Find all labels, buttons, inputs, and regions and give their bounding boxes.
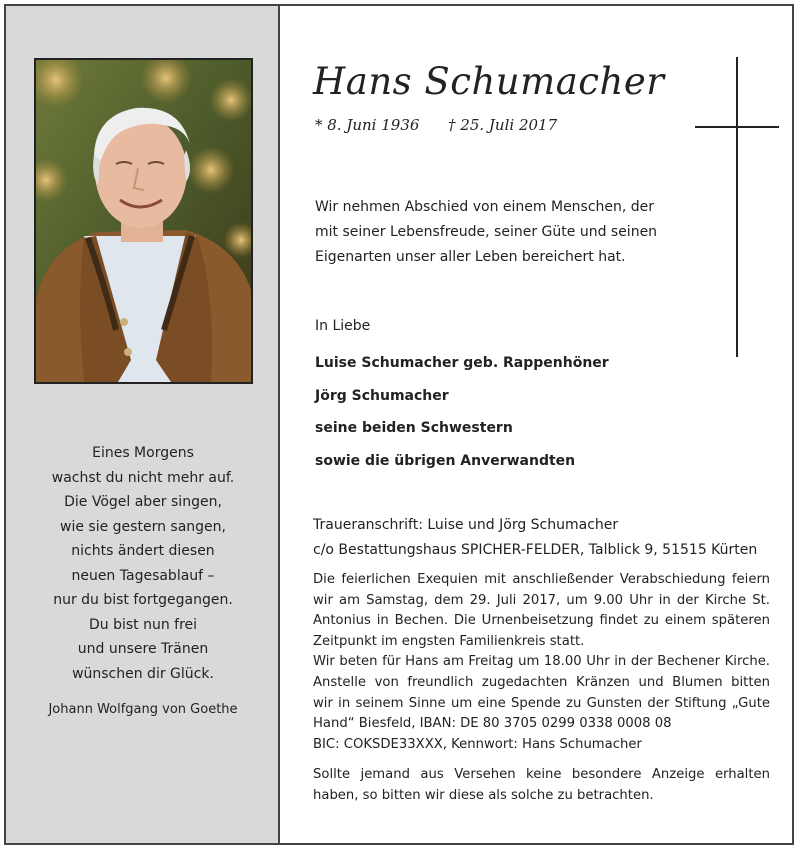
poem [6,441,280,686]
birth-date: * 8. Juni 1936 [315,116,420,134]
mourner: Jörg Schumacher [315,387,449,404]
poem-line: nichts ändert diesen [71,543,215,559]
poem-author: Johann Wolfgang von Goethe [48,702,238,717]
address-line: Traueranschrift: Luise und Jörg Schumacher [313,517,619,533]
notice-text [313,765,770,806]
farewell-line: mit seiner Lebensfreude, seiner Güte und seinen [315,224,658,240]
cross-icon-bar [695,126,779,128]
mourners-list [315,355,609,486]
deceased-name: Hans Schumacher [313,60,665,103]
address-line: c/o Bestattungshaus SPICHER-FELDER, Talblick 9, 51515 Kürten [313,542,758,558]
poem-line: Eines Morgens [92,445,194,461]
service-line: Die feierlichen Exequien mit anschließender Verabschiedung feiern [313,572,770,587]
service-line: Hand“ Biesfeld, IBAN: DE 80 3705 0299 0338 0008 08 [313,716,672,732]
poem-line: neuen Tagesablauf – [71,567,215,584]
poem-line: wachst du nicht mehr auf. [51,469,235,486]
service-line: Zeitpunkt im engsten Familienkreis statt. [313,633,585,649]
service-line: Antonius in Bechen. Die Urnenbeisetzung findet zu einem späteren [313,613,770,629]
mourning-address [313,513,757,563]
farewell-line: Eigenarten unser aller Leben bereichert hat. [315,249,626,265]
notice-line: haben, so bitten wir diese als solche zu betrachten. [313,787,654,803]
portrait-photo [34,58,253,384]
service-line: Wir beten für Hans am Freitag um 18.00 Uhr in der Bechener Kirche. [313,654,770,670]
mourner: seine beiden Schwestern [315,420,513,437]
notice-line: Sollte jemand aus Versehen keine besondere Anzeige erhalten [313,767,770,782]
farewell-line: Wir nehmen Abschied von einem Menschen, der [315,199,655,215]
life-dates [315,116,557,134]
mourner: Luise Schumacher geb. Rappenhöner [315,355,609,371]
poem-line: Die Vögel aber singen, [64,494,222,510]
cross-icon [736,57,738,357]
service-line: wir in seinem Sinne um eine Spende zu Gunsten der Stiftung „Gute [313,695,770,711]
poem-line: wie sie gestern sangen, [60,518,226,535]
poem-line: nur du bist fortgegangen. [53,592,233,608]
poem-line: wünschen dir Glück. [72,665,214,682]
poem-line: Du bist nun frei [88,616,198,633]
service-line: BIC: COKSDE33XXX, Kennwort: Hans Schumacher [313,736,642,752]
mourner: sowie die übrigen Anverwandten [315,453,576,470]
service-line: wir am Samstag, dem 29. Juli 2017, um 9.00 Uhr in der Kirche St. [313,592,770,608]
poem-line: und unsere Tränen [77,641,209,657]
service-details [313,570,770,755]
death-date: † 25. Juli 2017 [448,116,558,134]
farewell-text [315,195,690,270]
closing-phrase: In Liebe [315,318,371,334]
service-line: Anstelle von freundlich zugedachten Kränzen und Blumen bitten [313,674,770,690]
